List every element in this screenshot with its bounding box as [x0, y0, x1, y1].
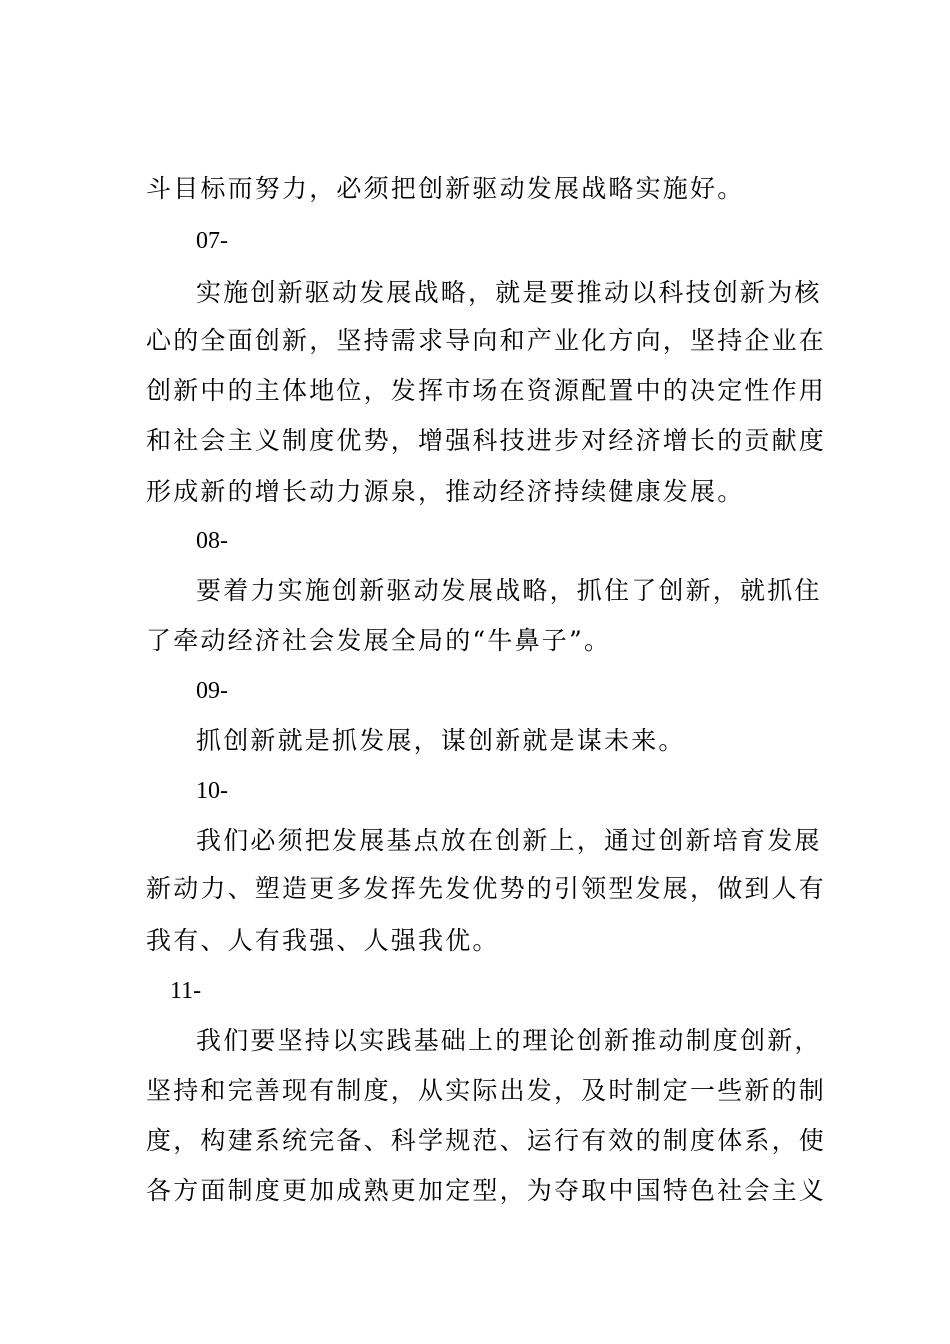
paragraph-line: 要着力实施创新驱动发展战略，抓住了创新，就抓住 [196, 576, 822, 605]
section-number: 11- [170, 978, 202, 1004]
paragraph-line: 心的全面创新，坚持需求导向和产业化方向，坚持企业在 [146, 326, 827, 355]
paragraph-line: 实施创新驱动发展战略，就是要推动以科技创新为核 [196, 278, 822, 307]
paragraph-line: 和社会主义制度优势，增强科技进步对经济增长的贡献度 [146, 426, 827, 455]
paragraph-line: 斗目标而努力，必须把创新驱动发展战略实施好。 [146, 174, 745, 203]
section-number: 09- [196, 678, 228, 704]
paragraph-line: 了牵动经济社会发展全局的“牛鼻子”。 [146, 626, 612, 655]
paragraph-line: 坚持和完善现有制度，从实际出发，及时制定一些新的制 [146, 1076, 827, 1105]
paragraph-line: 创新中的主体地位，发挥市场在资源配置中的决定性作用 [146, 376, 827, 405]
paragraph-line: 我们必须把发展基点放在创新上，通过创新培育发展 [196, 826, 822, 855]
section-number: 08- [196, 528, 228, 554]
paragraph-line: 各方面制度更加成熟更加定型，为夺取中国特色社会主义 [146, 1176, 827, 1205]
section-number: 10- [196, 778, 228, 804]
paragraph-line: 我们要坚持以实践基础上的理论创新推动制度创新， [196, 1026, 822, 1055]
section-number: 07- [196, 228, 228, 254]
paragraph-line: 抓创新就是抓发展，谋创新就是谋未来。 [196, 726, 686, 755]
paragraph-line: 形成新的增长动力源泉，推动经济持续健康发展。 [146, 477, 745, 506]
paragraph-line: 新动力、塑造更多发挥先发优势的引领型发展，做到人有 [146, 874, 827, 903]
paragraph-line: 度，构建系统完备、科学规范、运行有效的制度体系，使 [146, 1126, 827, 1155]
paragraph-line: 我有、人有我强、人强我优。 [146, 926, 500, 955]
